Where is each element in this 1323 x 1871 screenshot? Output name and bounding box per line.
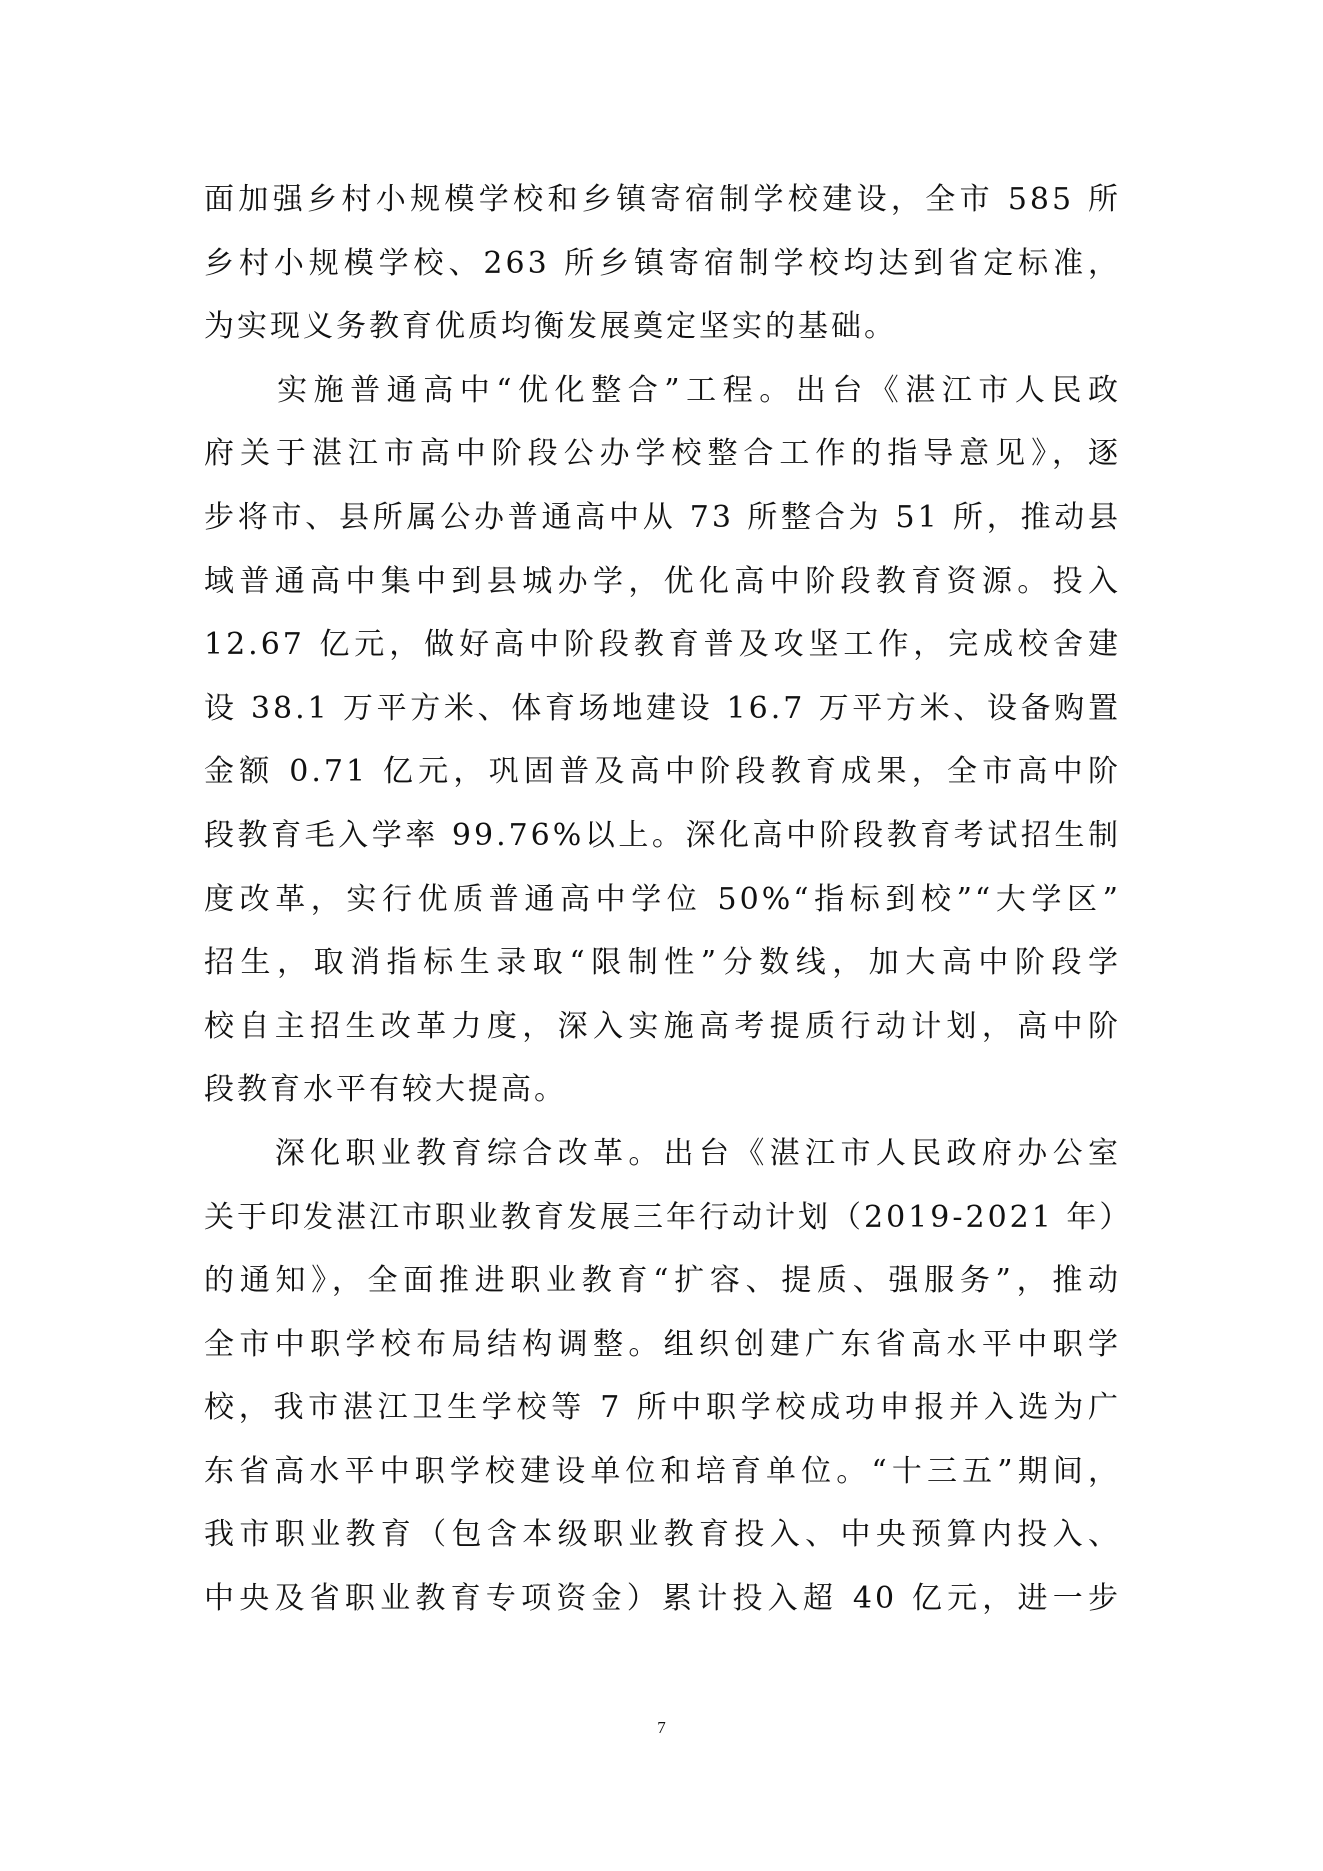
text-line: 招生，取消指标生录取“限制性”分数线，加大高中阶段学: [204, 945, 1121, 981]
text-line: 域普通高中集中到县城办学，优化高中阶段教育资源。投入: [204, 563, 1121, 599]
text-line: 东省高水平中职学校建设单位和培育单位。“十三五”期间，: [204, 1453, 1121, 1489]
text-line: 乡村小规模学校、263 所乡镇寄宿制学校均达到省定标准，: [204, 245, 1121, 281]
text-line: 深化职业教育综合改革。出台《湛江市人民政府办公室: [204, 1135, 1121, 1171]
text-line: 度改革，实行优质普通高中学位 50%“指标到校”“大学区”: [204, 881, 1121, 917]
text-line: 我市职业教育（包含本级职业教育投入、中央预算内投入、: [204, 1517, 1121, 1553]
text-line: 校，我市湛江卫生学校等 7 所中职学校成功申报并入选为广: [204, 1390, 1121, 1426]
text-line: 的通知》，全面推进职业教育“扩容、提质、强服务”，推动: [204, 1263, 1121, 1299]
text-line: 步将市、县所属公办普通高中从 73 所整合为 51 所，推动县: [204, 499, 1121, 535]
text-line: 全市中职学校布局结构调整。组织创建广东省高水平中职学: [204, 1326, 1121, 1362]
text-line: 面加强乡村小规模学校和乡镇寄宿制学校建设，全市 585 所: [204, 182, 1121, 217]
text-line: 关于印发湛江市职业教育发展三年行动计划（2019-2021 年）: [204, 1199, 1133, 1235]
text-line: 校自主招生改革力度，深入实施高考提质行动计划，高中阶: [204, 1008, 1121, 1044]
text-line: 府关于湛江市高中阶段公办学校整合工作的指导意见》，逐: [204, 436, 1121, 472]
text-line: 段教育毛入学率 99.76%以上。深化高中阶段教育考试招生制: [204, 817, 1121, 853]
text-line: 12.67 亿元，做好高中阶段教育普及攻坚工作，完成校舍建: [204, 627, 1121, 663]
text-line: 为实现义务教育优质均衡发展奠定坚实的基础。: [204, 309, 897, 345]
text-line: 设 38.1 万平方米、体育场地建设 16.7 万平方米、设备购置: [204, 690, 1121, 726]
text-line: 金额 0.71 亿元，巩固普及高中阶段教育成果，全市高中阶: [204, 754, 1121, 790]
document-body: [204, 168, 1133, 1631]
text-line: 实施普通高中“优化整合”工程。出台《湛江市人民政: [204, 372, 1121, 408]
text-line: 段教育水平有较大提高。: [204, 1072, 567, 1108]
text-line: 中央及省职业教育专项资金）累计投入超 40 亿元，进一步: [204, 1581, 1121, 1617]
page-number: 7: [657, 1718, 666, 1737]
